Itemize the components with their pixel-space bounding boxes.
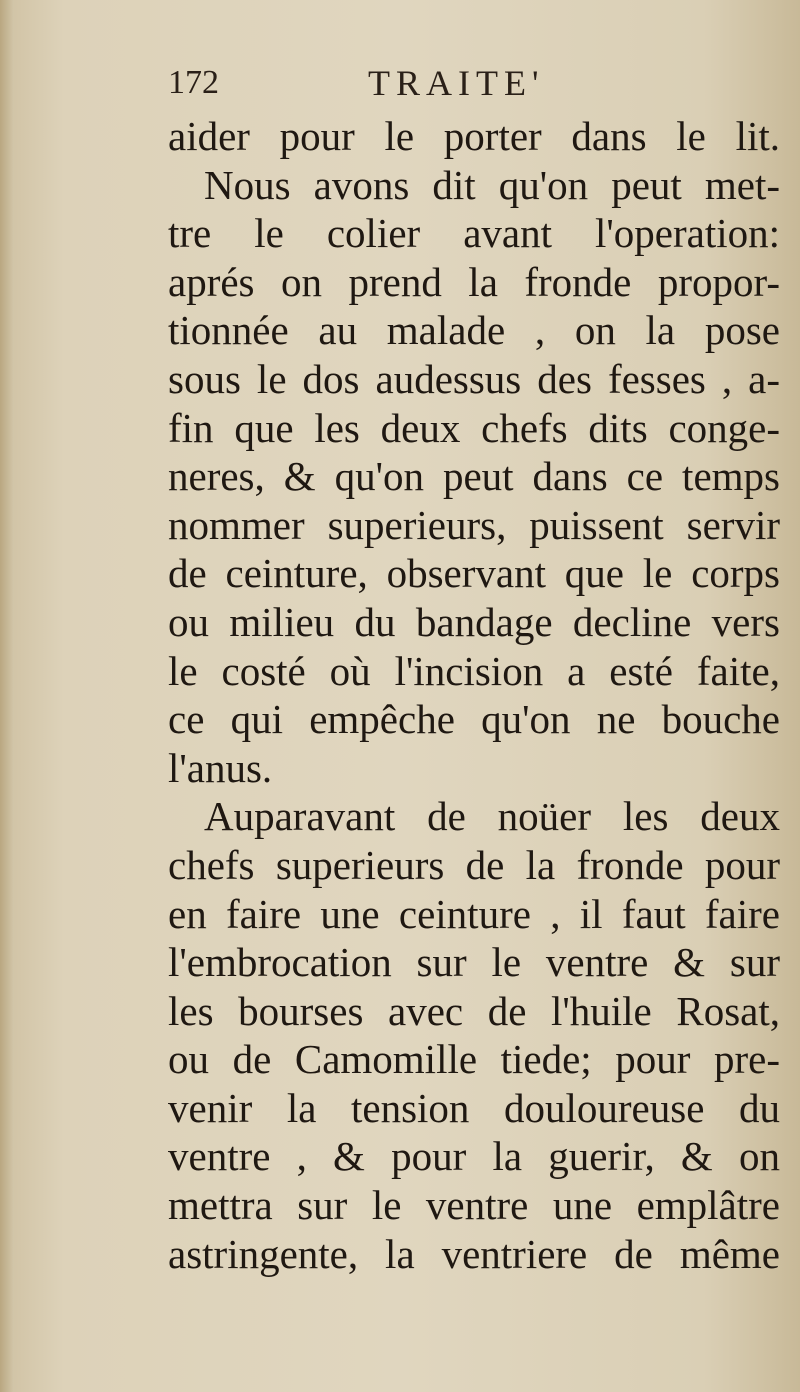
text-line: fin que les deux chefs dits conge- xyxy=(168,404,780,451)
text-line: tionnée au malade , on la pose xyxy=(168,307,780,354)
text-line: Auparavant de noüer les deux xyxy=(204,793,780,840)
text-line: mettra sur le ventre une emplâtre xyxy=(168,1182,780,1229)
text-line: aprés on prend la fronde propor- xyxy=(168,258,780,305)
text-line: l'anus. xyxy=(168,744,273,791)
page-number: 172 xyxy=(168,64,219,101)
text-line: nommer superieurs, puissent servir xyxy=(168,501,780,548)
text-line: neres, & qu'on peut dans ce temps xyxy=(168,453,780,500)
text-line: ventre , & pour la guerir, & on xyxy=(168,1133,780,1180)
text-line: les bourses avec de l'huile Rosat, xyxy=(168,987,780,1034)
text-line: ou milieu du bandage decline vers xyxy=(168,598,780,645)
text-line: tre le colier avant l'operation: xyxy=(168,210,780,257)
text-line: venir la tension douloureuse du xyxy=(168,1084,780,1131)
text-line: aider pour le porter dans le lit. xyxy=(168,113,780,159)
text-line: astringente, la ventriere de même xyxy=(168,1230,780,1277)
text-line: ce qui empêche qu'on ne bouche xyxy=(168,696,780,743)
text-line: le costé où l'incision a esté faite, xyxy=(168,647,780,694)
text-line: sous le dos audessus des fesses , a- xyxy=(168,355,780,402)
text-line: Nous avons dit qu'on peut met- xyxy=(204,161,780,208)
page-edge xyxy=(0,0,14,1392)
text-line: chefs superieurs de la fronde pour xyxy=(168,841,780,888)
running-title: TRAITE' xyxy=(368,63,545,103)
page-header xyxy=(168,58,728,108)
text-line: ou de Camomille tiede; pour pre- xyxy=(168,1036,780,1083)
text-line: de ceinture, observant que le corps xyxy=(168,550,780,597)
text-line: l'embrocation sur le ventre & sur xyxy=(168,939,780,986)
text-line: en faire une ceinture , il faut faire xyxy=(168,890,780,937)
body-text xyxy=(168,112,780,1278)
